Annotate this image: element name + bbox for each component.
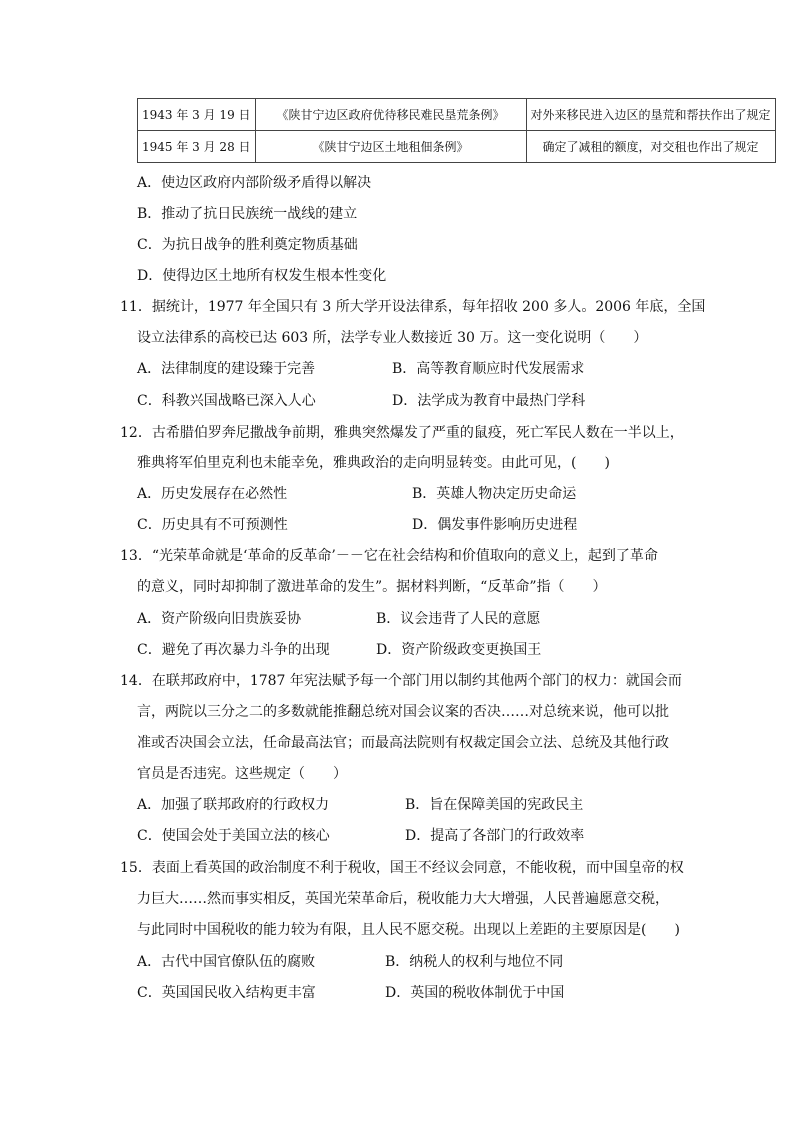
q15-stem-line-3: 与此同时中国税收的能力较为有限，且人民不愿交税。出现以上差距的主要原因是( ) xyxy=(137,922,680,938)
q13-option-c: C．避免了再次暴力斗争的出现 xyxy=(137,642,330,658)
q13-stem-line-2: 的意义，同时却抑制了激进革命的发生”。据材料判断，“反革命”指（ ） xyxy=(137,579,607,595)
q12-stem-line-2: 雅典将军伯里克利也未能幸免，雅典政治的走向明显转变。由此可见，( ) xyxy=(137,455,610,471)
q12-option-b: B．英雄人物决定历史命运 xyxy=(412,486,577,502)
table-cell-title: 《陕甘宁边区政府优待移民难民垦荒条例》 xyxy=(255,99,526,131)
q12-option-d: D．偶发事件影响历史进程 xyxy=(412,517,578,533)
q10-option-a: A．使边区政府内部阶级矛盾得以解决 xyxy=(137,175,372,191)
q15-option-a: A．古代中国官僚队伍的腐败 xyxy=(137,954,316,970)
q15-option-c: C．英国国民收入结构更丰富 xyxy=(137,985,316,1001)
q12-stem-line-1: 12．古希腊伯罗奔尼撒战争前期，雅典突然爆发了严重的鼠疫，死亡军民人数在一半以上， xyxy=(120,425,684,441)
q10-option-b: B．推动了抗日民族统一战线的建立 xyxy=(137,206,358,222)
q15-option-b: B．纳税人的权利与地位不同 xyxy=(385,954,564,970)
q11-option-d: D．法学成为教育中最热门学科 xyxy=(392,393,586,409)
q10-option-c: C．为抗日战争的胜利奠定物质基础 xyxy=(137,237,358,253)
table-cell-date: 1943 年 3 月 19 日 xyxy=(138,99,256,131)
q14-stem-line-2: 言，两院以三分之二的多数就能推翻总统对国会议案的否决……对总统来说，他可以批 xyxy=(137,704,669,720)
q13-stem-line-1: 13．“光荣革命就是‘革命的反革命’－－它在社会结构和价值取向的意义上，起到了革命 xyxy=(120,548,658,564)
table-row xyxy=(138,99,776,131)
table-cell-content: 对外来移民进入边区的垦荒和帮扶作出了规定 xyxy=(526,99,775,131)
table-cell-date: 1945 年 3 月 28 日 xyxy=(138,131,256,163)
q11-option-c: C．科教兴国战略已深入人心 xyxy=(137,393,316,409)
q14-option-a: A．加强了联邦政府的行政权力 xyxy=(137,797,330,813)
table-cell-title: 《陕甘宁边区土地租佃条例》 xyxy=(255,131,526,163)
q11-option-b: B．高等教育顺应时代发展需求 xyxy=(392,361,585,377)
q14-option-d: D．提高了各部门的行政效率 xyxy=(405,828,585,844)
table-row xyxy=(138,131,776,163)
q11-option-a: A．法律制度的建设臻于完善 xyxy=(137,361,316,377)
table-cell-content: 确定了减租的额度，对交租也作出了规定 xyxy=(526,131,775,163)
q14-option-b: B．旨在保障美国的宪政民主 xyxy=(405,797,584,813)
q14-stem-line-4: 官员是否违宪。这些规定（ ） xyxy=(137,766,347,782)
q11-stem-line-2: 设立法律系的高校已达 603 所，法学专业人数接近 30 万。这一变化说明（ ） xyxy=(137,330,648,346)
q12-option-a: A．历史发展存在必然性 xyxy=(137,486,288,502)
q12-option-c: C．历史具有不可预测性 xyxy=(137,517,288,533)
q13-option-a: A．资产阶级向旧贵族妥协 xyxy=(137,611,302,627)
regulation-table xyxy=(137,98,776,163)
q14-stem-line-3: 准或否决国会立法，任命最高法官；而最高法院则有权裁定国会立法、总统及其他行政 xyxy=(137,735,669,751)
q14-stem-line-1: 14．在联邦政府中，1787 年宪法赋予每一个部门用以制约其他两个部门的权力：就国会而 xyxy=(120,673,682,689)
q14-option-c: C．使国会处于美国立法的核心 xyxy=(137,828,330,844)
q11-stem-line-1: 11．据统计，1977 年全国只有 3 所大学开设法律系，每年招收 200 多人。2006 年底，全国 xyxy=(120,299,706,315)
q15-option-d: D．英国的税收体制优于中国 xyxy=(385,985,565,1001)
q10-option-d: D．使得边区土地所有权发生根本性变化 xyxy=(137,268,387,284)
q15-stem-line-2: 力巨大……然而事实相反，英国光荣革命后，税收能力大大增强，人民普遍愿意交税， xyxy=(137,891,669,907)
q13-option-b: B．议会违背了人民的意愿 xyxy=(376,611,541,627)
q15-stem-line-1: 15．表面上看英国的政治制度不利于税收，国王不经议会同意，不能收税，而中国皇帝的权 xyxy=(120,860,684,876)
q13-option-d: D．资产阶级政变更换国王 xyxy=(376,642,542,658)
